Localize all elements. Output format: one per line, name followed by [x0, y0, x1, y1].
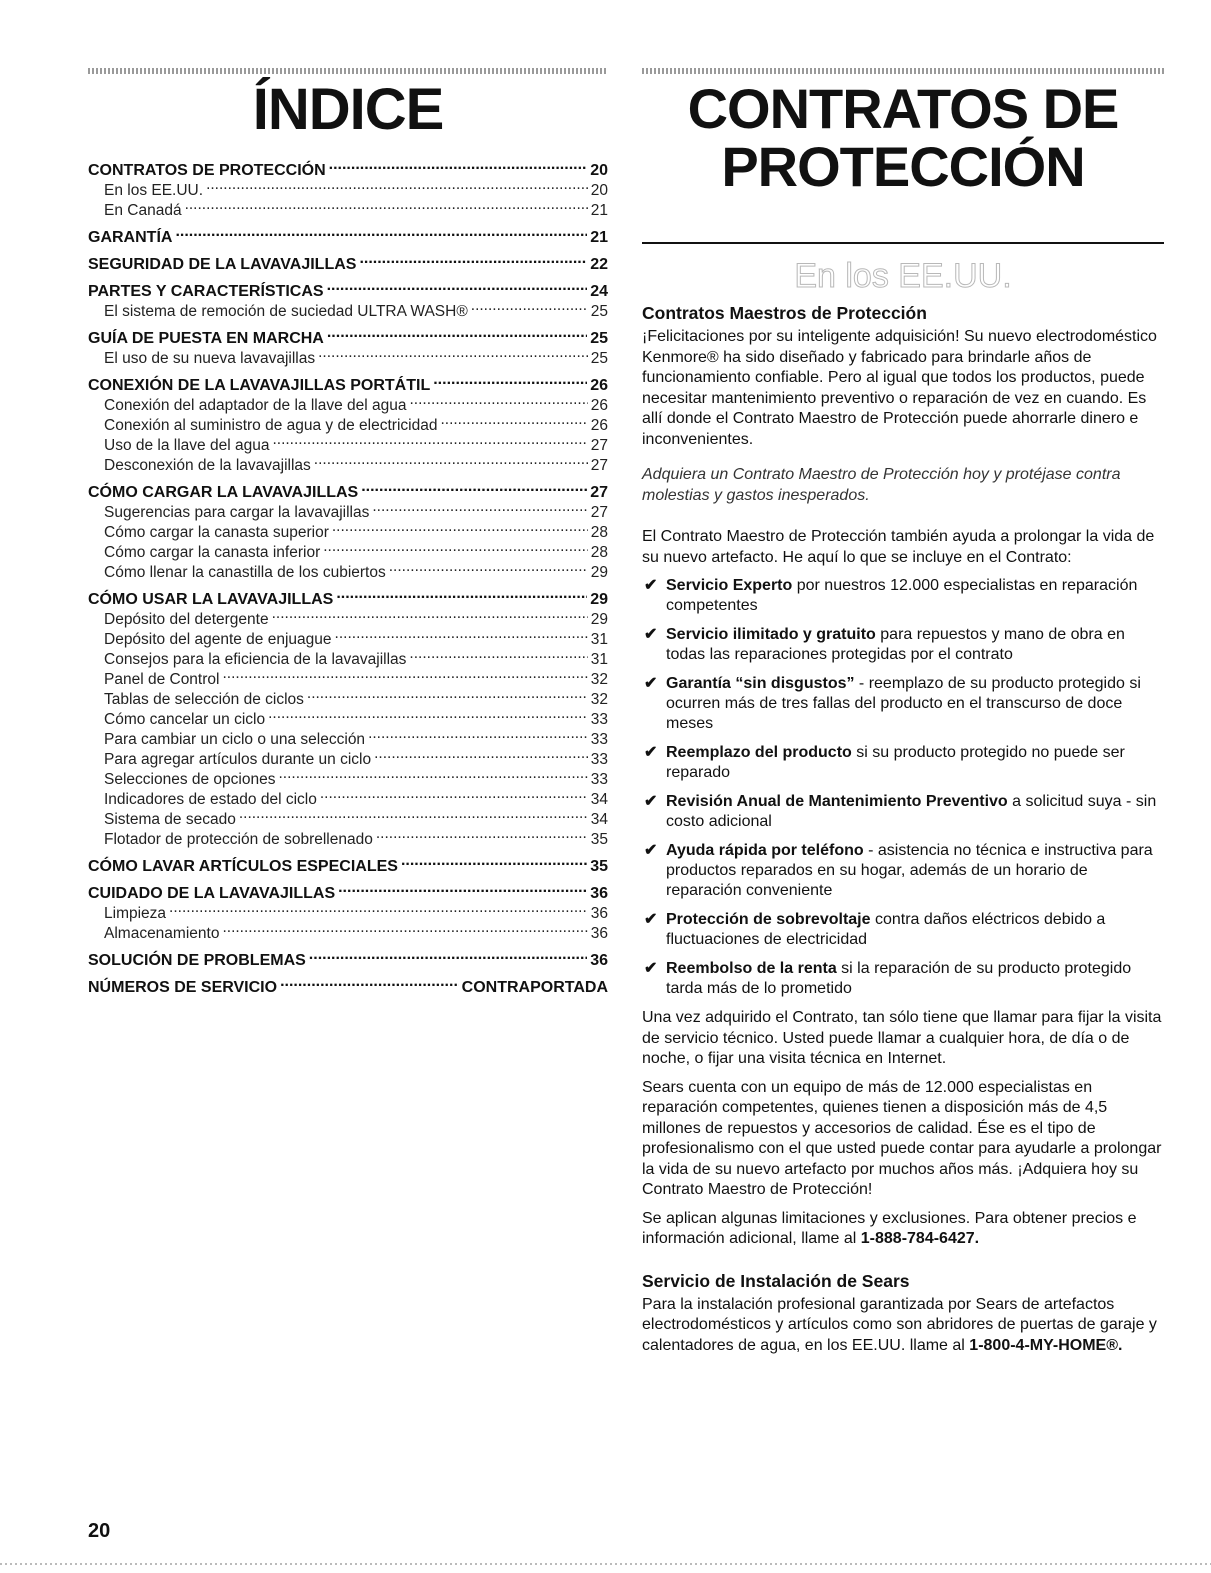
- checkmark-icon: ✔: [644, 744, 658, 761]
- dot-leader: [433, 370, 587, 390]
- index-entry-label: Flotador de protección de sobrellenado: [104, 830, 373, 848]
- index-entry: [88, 945, 608, 969]
- region-heading: En los EE.UU.: [794, 257, 1012, 295]
- limitations-text: Se aplican algunas limitaciones y exclusiones. Para obtener precios e información adicional, llame al: [642, 1209, 1137, 1247]
- benefit-title: Garantía “sin disgustos”: [666, 675, 855, 692]
- dot-leader: [175, 222, 587, 242]
- index-entry-label: GUÍA DE PUESTA EN MARCHA: [88, 329, 324, 347]
- dot-leader: [323, 537, 588, 557]
- dot-leader: [314, 450, 588, 470]
- index-entry-label: En Canadá: [104, 201, 182, 219]
- dot-leader: [359, 249, 587, 269]
- index-entry: [88, 249, 608, 273]
- benefit-title: Revisión Anual de Mantenimiento Preventivo: [666, 793, 1008, 810]
- benefit-item: [642, 792, 1164, 832]
- index-entry: [88, 851, 608, 875]
- benefit-text: - asistencia no técnica e instructiva para productos reparados en su hogar, además de un horario de reparación conveniente: [666, 842, 1153, 899]
- index-entry-label: Depósito del detergente: [104, 610, 269, 628]
- benefit-text: a solicitud suya - sin costo adicional: [666, 793, 1157, 830]
- index-entry-label: Panel de Control: [104, 670, 220, 688]
- index-entry-page: 21: [590, 201, 608, 219]
- index-entry-label: Cómo cancelar un ciclo: [104, 710, 266, 728]
- index-entry-label: Para cambiar un ciclo o una selección: [104, 730, 366, 748]
- benefit-title: Servicio Experto: [666, 577, 793, 594]
- benefit-text: contra daños eléctricos debido a fluctuaciones de electricidad: [666, 911, 1106, 948]
- benefit-item: [642, 743, 1164, 783]
- index-title: ÍNDICE: [252, 77, 444, 142]
- intro-paragraph: ¡Felicitaciones por su inteligente adquisición! Su nuevo electrodoméstico Kenmore® ha sido diseñado y fabricado para brindarle años de funcionamiento confiable. Pero al igual que todos los productos, puede necesitar mantenimiento preventivo o reparación de vez en cuando. Es allí donde el Contrato Maestro de Protección puede ahorrarle dinero e inconvenientes.: [642, 328, 1157, 448]
- index-entry: [88, 477, 608, 501]
- index-entry: [88, 323, 608, 347]
- index-entry-label: Sistema de secado: [104, 810, 236, 828]
- dot-leader: [272, 604, 588, 624]
- checkmark-icon: ✔: [644, 577, 658, 594]
- includes-paragraph: El Contrato Maestro de Protección también ayuda a prolongar la vida de su nuevo artefacto. He aquí lo que se incluye en el Contrato:: [642, 528, 1155, 566]
- index-entry-page: 25: [590, 329, 608, 347]
- index-entry-label: Cómo cargar la canasta superior: [104, 523, 329, 541]
- index-entry-label: El uso de su nueva lavavajillas: [104, 349, 316, 367]
- index-entry-page: 31: [590, 650, 608, 668]
- dot-leader: [336, 584, 587, 604]
- index-entry-page: 36: [590, 951, 608, 969]
- dot-leader: [332, 517, 588, 537]
- dot-leader: [376, 824, 588, 844]
- benefit-text: si la reparación de su producto protegido tarda más de lo prometido: [666, 960, 1132, 997]
- index-entry-label: Desconexión de la lavavajillas: [104, 456, 311, 474]
- dot-leader: [222, 664, 587, 684]
- checkmark-icon: ✔: [644, 626, 658, 643]
- index-entry-page: 24: [590, 282, 608, 300]
- index-entry-page: 26: [590, 396, 608, 414]
- dot-leader: [329, 155, 588, 175]
- sears-team-paragraph: Sears cuenta con un equipo de más de 12.000 especialistas en reparación competentes, quienes tienen a disposición más de 4,5 millones de repuestos y accesorios de calidad. Ése es el tipo de profesionalismo con el que usted puede contar para ayudarle a prolongar la vida de su nuevo artefacto por muchos años más. ¡Adquiera hoy su Contrato Maestro de Protección!: [642, 1078, 1162, 1198]
- index-entry-page: 33: [590, 730, 608, 748]
- benefit-title: Servicio ilimitado y gratuito: [666, 626, 876, 643]
- index-entry-page: 26: [590, 416, 608, 434]
- index-entry-page: 32: [590, 690, 608, 708]
- title-divider: [642, 242, 1164, 244]
- dot-leader: [169, 898, 588, 918]
- benefit-title: Protección de sobrevoltaje: [666, 911, 871, 928]
- index-entry-page: CONTRAPORTADA: [461, 978, 608, 996]
- benefits-list: [642, 576, 1164, 999]
- index-entry-label: SEGURIDAD DE LA LAVAVAJILLAS: [88, 255, 357, 273]
- dot-leader: [409, 644, 587, 664]
- index-entry-page: 33: [590, 770, 608, 788]
- index-entry-page: 28: [590, 543, 608, 561]
- dot-leader: [206, 175, 588, 195]
- index-entry-label: CUIDADO DE LA LAVAVAJILLAS: [88, 884, 336, 902]
- index-entry-page: 29: [590, 563, 608, 581]
- index-entry-page: 20: [590, 181, 608, 199]
- checkmark-icon: ✔: [644, 911, 658, 928]
- checkmark-icon: ✔: [644, 960, 658, 977]
- index-entry-label: CÓMO CARGAR LA LAVAVAJILLAS: [88, 483, 359, 501]
- index-entry: [88, 972, 608, 996]
- contracts-title-line2: PROTECCIÓN: [721, 135, 1085, 198]
- dot-leader: [409, 390, 587, 410]
- index-entry-page: 29: [590, 590, 608, 608]
- index-entry-label: Cómo llenar la canastilla de los cubiertos: [104, 563, 386, 581]
- index-entry-page: 27: [590, 436, 608, 454]
- benefit-text: - reemplazo de su producto protegido si ocurren más de tres fallas del producto en el transcurso de doce meses: [666, 675, 1141, 732]
- master-contracts-heading: Contratos Maestros de Protección: [642, 303, 927, 323]
- dot-leader: [272, 430, 587, 450]
- index-entry-page: 32: [590, 670, 608, 688]
- index-entry: [88, 276, 608, 300]
- index-entry-label: El sistema de remoción de suciedad ULTRA WASH®: [104, 302, 468, 320]
- benefit-item: [642, 910, 1164, 950]
- index-entry-label: Sugerencias para cargar la lavavajillas: [104, 503, 370, 521]
- index-entry-label: GARANTÍA: [88, 228, 173, 246]
- index-entry-page: 35: [590, 857, 608, 875]
- benefit-item: [642, 625, 1164, 665]
- index-entry-label: Indicadores de estado del ciclo: [104, 790, 317, 808]
- top-divider-right: [642, 68, 1164, 74]
- benefit-title: Ayuda rápida por teléfono: [666, 842, 864, 859]
- index-entry: [88, 878, 608, 902]
- dot-leader: [280, 972, 459, 992]
- dot-leader: [401, 851, 587, 871]
- index-entry-label: Consejos para la eficiencia de la lavavajillas: [104, 650, 407, 668]
- index-entry-page: 27: [590, 456, 608, 474]
- dot-leader: [278, 764, 587, 784]
- index-entry-page: 20: [590, 161, 608, 179]
- dot-leader: [327, 276, 588, 296]
- limitations-paragraph: [642, 1209, 1164, 1250]
- index-entry-page: 33: [590, 750, 608, 768]
- index-entry-page: 36: [590, 904, 608, 922]
- index-entry-label: CONTRATOS DE PROTECCIÓN: [88, 161, 326, 179]
- index-entry-page: 34: [590, 790, 608, 808]
- index-entry-label: Para agregar artículos durante un ciclo: [104, 750, 372, 768]
- benefit-item: [642, 841, 1164, 901]
- index-entry-label: Conexión del adaptador de la llave del agua: [104, 396, 407, 414]
- index-entry-label: Almacenamiento: [104, 924, 220, 942]
- installation-phone: 1-800-4-MY-HOME®.: [969, 1336, 1123, 1354]
- index-entry-page: 22: [590, 255, 608, 273]
- index-entry-label: Tablas de selección de ciclos: [104, 690, 304, 708]
- dot-leader: [471, 296, 588, 316]
- limitations-phone: 1-888-784-6427.: [860, 1230, 980, 1247]
- dot-leader: [222, 918, 587, 938]
- index-entry-label: SOLUCIÓN DE PROBLEMAS: [88, 951, 306, 969]
- index-entry-label: Limpieza: [104, 904, 167, 922]
- dot-leader: [268, 704, 588, 724]
- index-entry-page: 36: [590, 884, 608, 902]
- index-entry-page: 21: [590, 228, 608, 246]
- checkmark-icon: ✔: [644, 842, 658, 859]
- index-entry-page: 33: [590, 710, 608, 728]
- index-entry-label: En los EE.UU.: [104, 181, 204, 199]
- benefit-title: Reemplazo del producto: [666, 744, 852, 761]
- index-entry-label: CÓMO LAVAR ARTÍCULOS ESPECIALES: [88, 857, 398, 875]
- index-entry-label: NÚMEROS DE SERVICIO: [88, 978, 278, 996]
- dot-leader: [374, 744, 588, 764]
- benefit-item: [642, 674, 1164, 734]
- dot-leader: [368, 724, 588, 744]
- index-entry-page: 27: [590, 503, 608, 521]
- index-entry-page: 34: [590, 810, 608, 828]
- index-entry-label: CÓMO USAR LA LAVAVAJILLAS: [88, 590, 334, 608]
- index-entry-label: Selecciones de opciones: [104, 770, 276, 788]
- dot-leader: [185, 195, 588, 215]
- dot-leader: [389, 557, 588, 577]
- dot-leader: [327, 323, 587, 343]
- benefit-text: para repuestos y mano de obra en todas las reparaciones protegidas por el contrato: [666, 626, 1125, 663]
- index-entry-label: CONEXIÓN DE LA LAVAVAJILLAS PORTÁTIL: [88, 376, 431, 394]
- benefit-item: [642, 959, 1164, 999]
- index-entry-label: Conexión al suministro de agua y de electricidad: [104, 416, 438, 434]
- bottom-divider: [0, 1563, 1211, 1565]
- dot-leader: [372, 497, 587, 517]
- benefit-title: Reembolso de la renta: [666, 960, 837, 977]
- index-entry-page: 29: [590, 610, 608, 628]
- top-divider-left: [88, 68, 608, 74]
- index-entry-page: 25: [590, 302, 608, 320]
- contracts-title: [642, 77, 1164, 198]
- installation-paragraph: [642, 1295, 1164, 1357]
- index-entry-page: 26: [590, 376, 608, 394]
- benefit-text: por nuestros 12.000 especialistas en reparación competentes: [666, 577, 1138, 614]
- index-entry-page: 36: [590, 924, 608, 942]
- table-of-contents: [88, 77, 608, 996]
- benefit-item: [642, 576, 1164, 616]
- protection-contracts-section: [642, 77, 1164, 1364]
- benefit-text: si su producto protegido no puede ser reparado: [666, 744, 1125, 781]
- installation-text: Para la instalación profesional garantizada por Sears de artefactos electrodomésticos y artículos como son abridores de puertas de garaje y calentadores de agua, en los EE.UU. llame al: [642, 1295, 1157, 1354]
- index-entry-page: 28: [590, 523, 608, 541]
- index-list: [88, 155, 608, 996]
- installation-heading: Servicio de Instalación de Sears: [642, 1270, 910, 1291]
- page-number: 20: [88, 1520, 111, 1542]
- index-entry-label: Depósito del agente de enjuague: [104, 630, 332, 648]
- dot-leader: [440, 410, 587, 430]
- dot-leader: [320, 784, 588, 804]
- index-entry: [88, 155, 608, 179]
- dot-leader: [309, 945, 587, 965]
- dot-leader: [307, 684, 588, 704]
- contracts-title-line1: CONTRATOS DE: [687, 77, 1119, 140]
- checkmark-icon: ✔: [644, 793, 658, 810]
- checkmark-icon: ✔: [644, 675, 658, 692]
- dot-leader: [335, 624, 588, 644]
- index-entry-label: Cómo cargar la canasta inferior: [104, 543, 321, 561]
- italic-note: Adquiera un Contrato Maestro de Protección hoy y protéjase contra molestias y gastos inesperados.: [642, 466, 1121, 504]
- index-entry-label: Uso de la llave del agua: [104, 436, 270, 454]
- dot-leader: [318, 343, 588, 363]
- index-entry-page: 25: [590, 349, 608, 367]
- index-entry: [88, 584, 608, 608]
- index-entry-label: PARTES Y CARACTERÍSTICAS: [88, 282, 324, 300]
- index-entry: [88, 222, 608, 246]
- dot-leader: [239, 804, 588, 824]
- index-entry-page: 35: [590, 830, 608, 848]
- after-purchase-paragraph: Una vez adquirido el Contrato, tan sólo tiene que llamar para fijar la visita de servicio técnico. Usted puede llamar a cualquier hora, de día o de noche, o fijar una visita técnica en Internet.: [642, 1009, 1162, 1067]
- index-entry-page: 27: [590, 483, 608, 501]
- dot-leader: [361, 477, 587, 497]
- index-entry: [88, 370, 608, 394]
- index-entry-page: 31: [590, 630, 608, 648]
- dot-leader: [338, 878, 587, 898]
